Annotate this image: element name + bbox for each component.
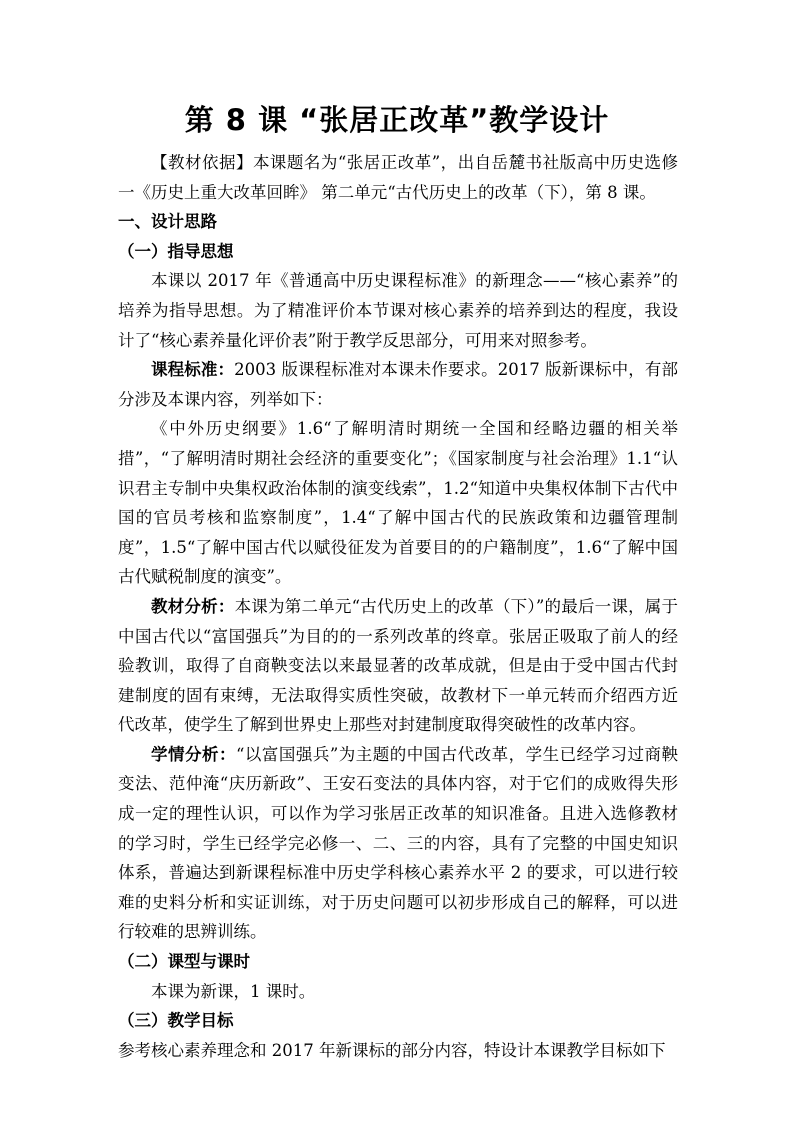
guiding-paragraph: 本课以 2017 年《普通高中历史课程标准》的新理念——“核心素养”的培养为指导思想。为了精准评价本节课对核心素养的培养到达的程度，我设计了“核心素养量化评价表”附于教学反思部分，可用来对照参考。 <box>118 271 678 350</box>
subsection-heading-guiding: （一）指导思想 <box>118 241 234 261</box>
document-body <box>118 148 678 1065</box>
page-title: 第 8 课 “张居正改革”教学设计 <box>184 103 610 137</box>
standard-list-paragraph: 《中外历史纲要》1.6“了解明清时期统一全国和经略边疆的相关举措”，“了解明清时期社会经济的重要变化”；《国家制度与社会治理》1.1“认识君主专制中央集权政治体制的演变线索”，1.2“知道中央集权体制下古代中国的官员考核和监察制度”，1.4“了解中国古代的民族政策和边疆管理制度”，1.5“了解中国古代以赋役征发为首要目的的户籍制度”，1.6“了解中国古代赋税制度的演变”。 <box>118 419 678 587</box>
basis-label: 【教材依据】 <box>151 153 253 172</box>
standard-label: 课程标准： <box>151 360 235 380</box>
student-label: 学情分析： <box>151 744 236 764</box>
student-text: “以富国强兵”为主题的中国古代改革，学生已经学习过商鞅变法、范仲淹“庆历新政”、王安石变法的具体内容，对于它们的成败得失形成一定的理性认识，可以作为学习张居正改革的知识准备。且进入选修教材的学习时，学生已经学完必修一、二、三的内容，具有了完整的中国史知识体系，普遍达到新课程标准中历史学科核心素养水平 2 的要求，可以进行较难的史料分析和实证训练，对于历史问题可以初步形成自己的解释，可以进行较难的思辨训练。 <box>118 744 679 942</box>
textbook-paragraph <box>118 592 678 740</box>
basis-text: 本课题名为“张居正改革”，出自岳麓书社版高中历史选修一《历史上重大改革回眸》 第二单元“古代历史上的改革（下），第 8 课。 <box>118 153 679 202</box>
subsection-heading-lesson-type: （二）课型与课时 <box>118 952 250 972</box>
basis-paragraph <box>118 148 678 207</box>
section-heading-design: 一、设计思路 <box>118 212 217 232</box>
standard-paragraph <box>118 355 678 414</box>
objectives-paragraph: 参考核心素养理念和 2017 年新课标的部分内容，特设计本课教学目标如下 <box>118 1040 666 1060</box>
subsection-heading-objectives: （三）教学目标 <box>118 1011 234 1031</box>
textbook-text: 本课为第二单元“古代历史上的改革（下）”的最后一课，属于中国古代以“富国强兵”为目的的一系列改革的终章。张居正吸取了前人的经验教训，取得了自商鞅变法以来最显著的改革成就，但是由于受中国古代封建制度的固有束缚，无法取得实质性突破，故教材下一单元转而介绍西方近代改革，使学生了解到世界史上那些对封建制度取得突破性的改革内容。 <box>118 596 678 735</box>
standard-text: 2003 版课程标准对本课未作要求。2017 版新课标中，有部分涉及本课内容，列举如下： <box>118 360 678 409</box>
textbook-label: 教材分析： <box>151 596 235 616</box>
lesson-type-paragraph: 本课为新课，1 课时。 <box>151 981 316 1001</box>
student-paragraph <box>118 740 678 947</box>
